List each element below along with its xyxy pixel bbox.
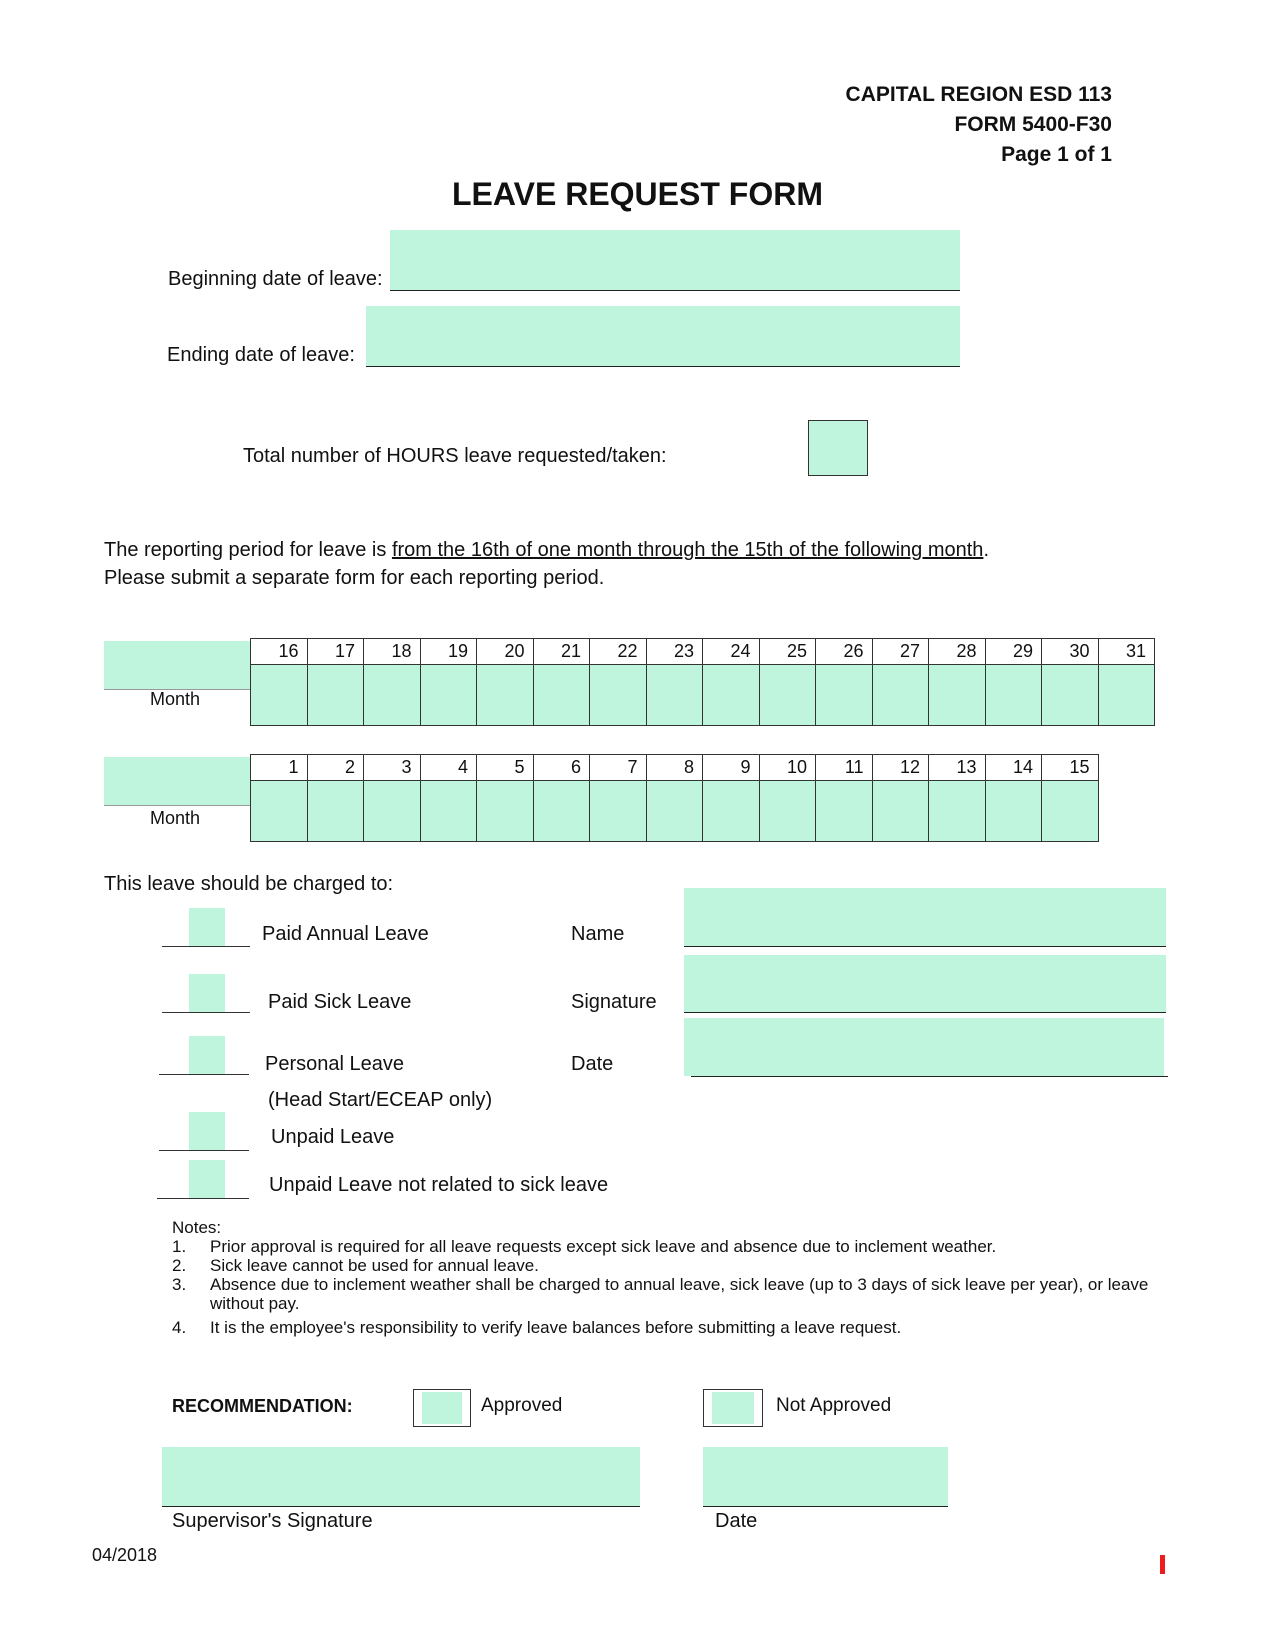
- recommendation-label: RECOMMENDATION:: [172, 1396, 353, 1416]
- r2-day-number: 3: [364, 755, 421, 781]
- not-approved-checkbox-fill: [712, 1392, 754, 1424]
- red-marker: [1160, 1555, 1165, 1574]
- r1-day-number: 17: [307, 639, 364, 665]
- period-instruction: Please submit a separate form for each reporting period.: [104, 567, 605, 589]
- r2-day-hours-cell[interactable]: [703, 781, 760, 842]
- sick-leave-label: Paid Sick Leave: [268, 991, 412, 1013]
- r2-day-number: 4: [420, 755, 477, 781]
- date-field-line: [691, 1076, 1168, 1077]
- r2-day-hours-cell[interactable]: [816, 781, 873, 842]
- form-number: FORM 5400-F30: [954, 113, 1112, 136]
- sick-leave-checkbox[interactable]: [189, 974, 225, 1012]
- personal-leave-note: (Head Start/ECEAP only): [268, 1089, 493, 1111]
- r2-day-number: 5: [477, 755, 534, 781]
- hours-field[interactable]: [808, 420, 868, 476]
- r2-day-hours-cell[interactable]: [533, 781, 590, 842]
- unpaid-leave-label: Unpaid Leave: [271, 1126, 395, 1148]
- r1-day-hours-cell[interactable]: [420, 665, 477, 726]
- signature-label: Signature: [571, 991, 657, 1013]
- annual-leave-checkbox[interactable]: [189, 908, 225, 946]
- note-item: [172, 1237, 1190, 1256]
- r2-day-number: 15: [1042, 755, 1099, 781]
- r1-day-number: 22: [590, 639, 647, 665]
- r2-day-number: 12: [872, 755, 929, 781]
- approved-checkbox[interactable]: [413, 1389, 471, 1427]
- r1-day-hours-cell[interactable]: [759, 665, 816, 726]
- unpaid-leave-checkbox[interactable]: [189, 1112, 225, 1150]
- end-date-field[interactable]: [366, 306, 960, 367]
- r1-day-number: 30: [1042, 639, 1099, 665]
- charge-heading: This leave should be charged to:: [104, 873, 394, 895]
- r2-day-number: 8: [646, 755, 703, 781]
- month-label-1: Month: [150, 689, 201, 709]
- note-text: Absence due to inclement weather shall be charged to annual leave, sick leave (up to 3 days of sick leave per year), or leave without pay.: [210, 1275, 1149, 1313]
- r1-day-number: 19: [420, 639, 477, 665]
- r1-day-hours-cell[interactable]: [533, 665, 590, 726]
- period-prefix: The reporting period for leave is: [104, 539, 392, 561]
- r1-day-hours-cell[interactable]: [1098, 665, 1155, 726]
- r2-day-hours-cell[interactable]: [929, 781, 986, 842]
- r2-day-hours-cell[interactable]: [364, 781, 421, 842]
- r2-day-hours-cell[interactable]: [985, 781, 1042, 842]
- r1-day-number: 16: [251, 639, 308, 665]
- supervisor-signature-field[interactable]: [162, 1447, 640, 1507]
- r1-day-number: 31: [1098, 639, 1155, 665]
- r1-day-hours-cell[interactable]: [307, 665, 364, 726]
- r1-day-number: 24: [703, 639, 760, 665]
- note-number: 2.: [172, 1256, 187, 1275]
- begin-date-field[interactable]: [390, 230, 960, 291]
- r1-day-number: 23: [646, 639, 703, 665]
- r1-day-hours-cell[interactable]: [364, 665, 421, 726]
- not-approved-label: Not Approved: [776, 1395, 892, 1416]
- r2-day-hours-cell[interactable]: [1042, 781, 1099, 842]
- r2-day-number: 9: [703, 755, 760, 781]
- note-text: It is the employee's responsibility to verify leave balances before submitting a leave request.: [210, 1318, 902, 1337]
- r1-day-number: 29: [985, 639, 1042, 665]
- r2-day-hours-cell[interactable]: [872, 781, 929, 842]
- supervisor-signature-label: Supervisor's Signature: [172, 1510, 373, 1532]
- r1-day-hours-cell[interactable]: [646, 665, 703, 726]
- reporting-period-text: [104, 536, 989, 592]
- r1-day-hours-cell[interactable]: [703, 665, 760, 726]
- month-label-2: Month: [150, 808, 201, 828]
- month-field-1[interactable]: [104, 641, 250, 690]
- approved-checkbox-fill: [422, 1392, 462, 1424]
- begin-date-label: Beginning date of leave:: [168, 268, 383, 290]
- page-indicator: Page 1 of 1: [1001, 143, 1112, 166]
- r1-day-hours-cell[interactable]: [872, 665, 929, 726]
- r1-day-hours-cell[interactable]: [816, 665, 873, 726]
- note-text: Sick leave cannot be used for annual leave.: [210, 1256, 539, 1275]
- r1-day-hours-cell[interactable]: [477, 665, 534, 726]
- r1-day-hours-cell[interactable]: [985, 665, 1042, 726]
- notes-heading: Notes:: [172, 1218, 222, 1237]
- name-label: Name: [571, 923, 625, 945]
- note-number: 3.: [172, 1275, 187, 1294]
- page-title: LEAVE REQUEST FORM: [452, 176, 823, 212]
- r1-day-number: 26: [816, 639, 873, 665]
- period-suffix: .: [983, 539, 989, 561]
- r1-day-number: 18: [364, 639, 421, 665]
- r2-day-hours-cell[interactable]: [420, 781, 477, 842]
- r1-day-hours-cell[interactable]: [590, 665, 647, 726]
- r1-day-hours-cell[interactable]: [1042, 665, 1099, 726]
- r2-day-number: 2: [307, 755, 364, 781]
- note-item: [172, 1318, 1190, 1337]
- hours-label: Total number of HOURS leave requested/taken:: [243, 445, 667, 467]
- r2-day-number: 14: [985, 755, 1042, 781]
- personal-leave-label: Personal Leave: [265, 1053, 404, 1075]
- month-field-2[interactable]: [104, 757, 250, 806]
- r2-day-hours-cell[interactable]: [477, 781, 534, 842]
- period-range: from the 16th of one month through the 15th of the following month: [391, 539, 984, 561]
- r1-day-hours-cell[interactable]: [929, 665, 986, 726]
- note-item: [172, 1275, 1190, 1313]
- r2-day-number: 1: [251, 755, 308, 781]
- personal-leave-checkbox[interactable]: [189, 1036, 225, 1074]
- note-item: [172, 1256, 1190, 1275]
- unpaid-nonsick-label: Unpaid Leave not related to sick leave: [269, 1174, 609, 1196]
- r2-day-hours-cell[interactable]: [646, 781, 703, 842]
- org-name: CAPITAL REGION ESD 113: [845, 83, 1112, 106]
- note-text: Prior approval is required for all leave requests except sick leave and absence due to inclement weather.: [210, 1237, 997, 1256]
- r1-day-number: 27: [872, 639, 929, 665]
- day-grid-1-15: [250, 754, 1099, 842]
- supervisor-date-field[interactable]: [703, 1447, 948, 1507]
- r2-day-number: 11: [816, 755, 873, 781]
- annual-leave-label: Paid Annual Leave: [262, 923, 429, 945]
- not-approved-checkbox[interactable]: [703, 1389, 763, 1427]
- r1-day-number: 20: [477, 639, 534, 665]
- end-date-label: Ending date of leave:: [167, 344, 355, 366]
- note-number: 1.: [172, 1237, 187, 1256]
- r2-day-hours-cell[interactable]: [307, 781, 364, 842]
- r2-day-number: 7: [590, 755, 647, 781]
- day-grid-16-31: [250, 638, 1155, 726]
- date-label: Date: [571, 1053, 614, 1075]
- r2-day-number: 6: [533, 755, 590, 781]
- supervisor-date-label: Date: [715, 1510, 758, 1532]
- r1-day-hours-cell[interactable]: [251, 665, 308, 726]
- r1-day-number: 28: [929, 639, 986, 665]
- r1-day-number: 25: [759, 639, 816, 665]
- name-field[interactable]: [684, 888, 1166, 947]
- note-number: 4.: [172, 1318, 187, 1337]
- notes-block: [172, 1218, 1190, 1337]
- revision-date: 04/2018: [92, 1545, 158, 1565]
- r2-day-hours-cell[interactable]: [590, 781, 647, 842]
- r2-day-hours-cell[interactable]: [251, 781, 308, 842]
- r2-day-number: 13: [929, 755, 986, 781]
- r2-day-number: 10: [759, 755, 816, 781]
- signature-field[interactable]: [684, 955, 1166, 1013]
- unpaid-nonsick-checkbox[interactable]: [189, 1160, 225, 1198]
- r1-day-number: 21: [533, 639, 590, 665]
- date-field[interactable]: [684, 1018, 1164, 1076]
- approved-label: Approved: [481, 1395, 563, 1416]
- r2-day-hours-cell[interactable]: [759, 781, 816, 842]
